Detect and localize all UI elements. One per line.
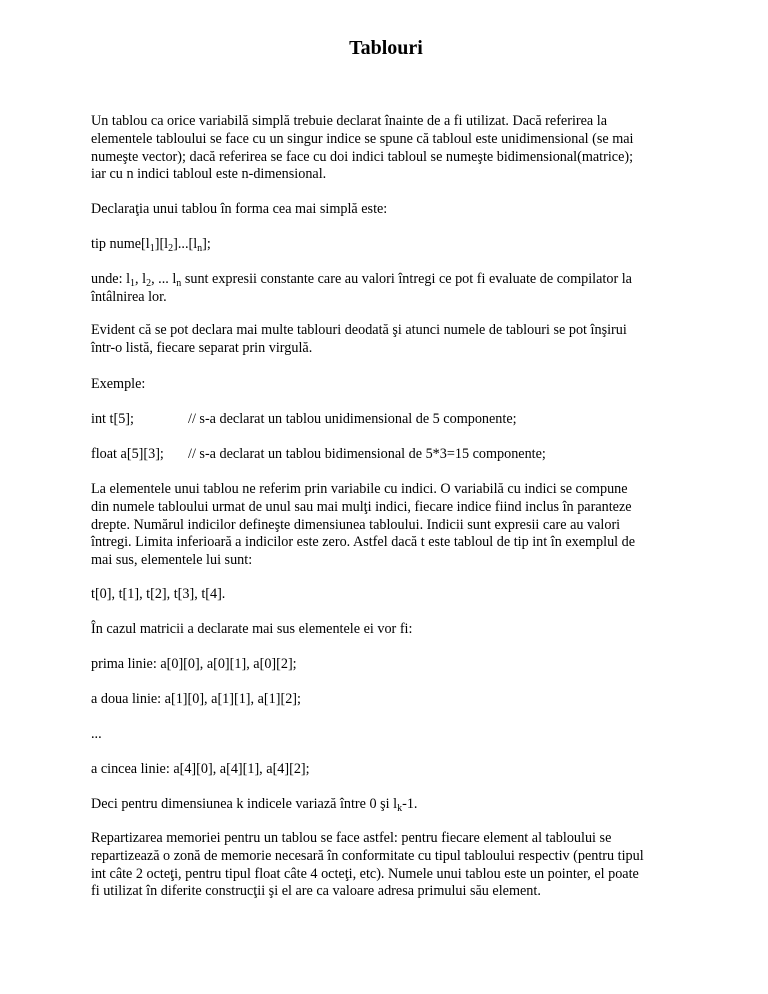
text-line: Un tablou ca orice variabilă simplă trebuie declarat înainte de a fi utilizat. Dacă referirea la bbox=[91, 113, 608, 129]
intro-paragraph bbox=[91, 113, 681, 184]
matrix-row-line: a cincea linie: a[4][0], a[4][1], a[4][2]; bbox=[91, 761, 310, 777]
multiple-declaration-paragraph bbox=[91, 322, 681, 358]
text-line: din numele tabloului urmat de unul sau mai mulţi indici, fiecare indice fiind inclus în paranteze bbox=[91, 498, 632, 515]
text-line: elementele tabloului se face cu un singur indice se spune că tabloul este unidimensional (se mai bbox=[91, 130, 634, 147]
declaration-intro: Declaraţia unui tablou în forma cea mai simplă este: bbox=[91, 201, 388, 217]
subscript: n bbox=[176, 278, 182, 289]
where-mid: , l bbox=[135, 271, 147, 287]
where-mid: , ... l bbox=[151, 271, 177, 287]
text-line: repartizează o zonă de memorie necesară în conformitate cu tipul tabloului respectiv (pentru tipul bbox=[91, 847, 644, 864]
text-line: Repartizarea memoriei pentru un tablou se face astfel: pentru fiecare element al tabloului se bbox=[91, 830, 612, 846]
text-line: întregi. Limita inferioară a indicilor este zero. Astfel dacă t este tabloul de tip int în exemplul de bbox=[91, 534, 636, 551]
example-line bbox=[91, 411, 681, 429]
subscript: n bbox=[197, 243, 203, 254]
subscript: 1 bbox=[130, 278, 136, 289]
where-prefix: unde: l bbox=[91, 271, 131, 287]
text-line: fi utilizat în diferite construcţii şi el are ca valoare adresa primului său element. bbox=[91, 883, 541, 900]
deci-suffix: -1. bbox=[402, 796, 418, 812]
example-comment: // s-a declarat un tablou unidimensional de 5 componente; bbox=[188, 411, 517, 427]
index-range-line bbox=[91, 796, 681, 814]
text-line: numeşte vector); dacă referirea se face cu doi indici tabloul se numeşte bidimensional(matrice); bbox=[91, 148, 634, 165]
subscript: k bbox=[397, 803, 403, 814]
text-line: drepte. Numărul indicilor defineşte dimensiunea tabloului. Indicii sunt expresii care au valori bbox=[91, 516, 621, 533]
syntax-mid: ]...[l bbox=[173, 236, 198, 252]
example-code: int t[5]; bbox=[91, 411, 134, 427]
indexed-variables-paragraph bbox=[91, 481, 681, 570]
matrix-row-line: a doua linie: a[1][0], a[1][1], a[1][2]; bbox=[91, 691, 301, 707]
text-line: mai sus, elementele lui sunt: bbox=[91, 552, 253, 569]
memory-paragraph bbox=[91, 830, 681, 901]
text-line: iar cu n indici tabloul este n-dimensional. bbox=[91, 166, 327, 183]
deci-prefix: Deci pentru dimensiunea k indicele variază între 0 şi l bbox=[91, 796, 398, 812]
text-line: Evident că se pot declara mai multe tablouri deodată şi atunci numele de tablouri se pot înşirui bbox=[91, 322, 627, 338]
examples-heading: Exemple: bbox=[91, 376, 146, 392]
where-paragraph bbox=[91, 271, 681, 307]
subscript: 1 bbox=[149, 243, 155, 254]
vector-elements: t[0], t[1], t[2], t[3], t[4]. bbox=[91, 586, 226, 602]
syntax-prefix: tip nume[l bbox=[91, 236, 150, 252]
text-line: întâlnirea lor. bbox=[91, 288, 167, 305]
example-code: float a[5][3]; bbox=[91, 446, 164, 462]
example-comment: // s-a declarat un tablou bidimensional de 5*3=15 componente; bbox=[188, 446, 546, 462]
subscript: 2 bbox=[146, 278, 152, 289]
where-suffix: sunt expresii constante care au valori întregi ce pot fi evaluate de compilator la bbox=[181, 271, 632, 287]
example-line bbox=[91, 446, 681, 464]
page-title: Tablouri bbox=[349, 37, 423, 59]
syntax-line bbox=[91, 236, 681, 254]
text-line: int câte 2 octeţi, pentru tipul float câte 4 octeţi, etc). Numele unui tablou este un pointer, el poate bbox=[91, 865, 639, 882]
text-line: într-o listă, fiecare separat prin virgulă. bbox=[91, 339, 313, 356]
ellipsis-line: ... bbox=[91, 726, 102, 742]
text-line bbox=[91, 271, 681, 289]
text-line: La elementele unui tablou ne referim prin variabile cu indici. O variabilă cu indici se compune bbox=[91, 481, 628, 497]
syntax-mid: ][l bbox=[154, 236, 169, 252]
subscript: 2 bbox=[168, 243, 174, 254]
syntax-suffix: ]; bbox=[202, 236, 211, 252]
matrix-intro: În cazul matricii a declarate mai sus elementele ei vor fi: bbox=[91, 621, 413, 637]
matrix-row-line: prima linie: a[0][0], a[0][1], a[0][2]; bbox=[91, 656, 297, 672]
